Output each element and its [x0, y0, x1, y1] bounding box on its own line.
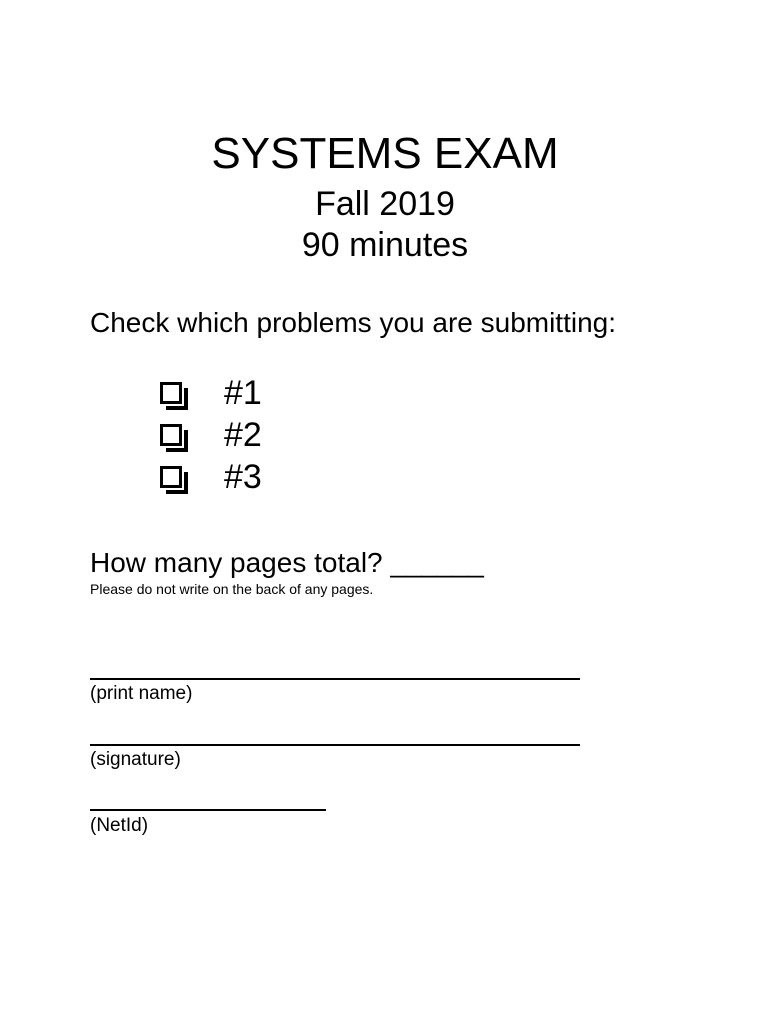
print-name-field[interactable] [90, 678, 580, 680]
print-name-label: (print name) [90, 683, 193, 704]
page-count-question[interactable]: How many pages total? ______ [90, 547, 484, 578]
checkbox-icon[interactable] [160, 382, 182, 404]
signature-label: (signature) [90, 749, 181, 770]
netid-field[interactable] [90, 809, 326, 811]
page-count-note: Please do not write on the back of any pages. [90, 581, 374, 597]
problem-instruction: Check which problems you are submitting: [90, 307, 617, 338]
problem-checklist [160, 372, 262, 498]
problem-item-2[interactable] [160, 414, 262, 456]
problem-label: #2 [224, 416, 262, 454]
exam-title: SYSTEMS EXAM [211, 129, 559, 178]
checkbox-icon[interactable] [160, 466, 182, 488]
exam-term: Fall 2019 [315, 185, 455, 223]
problem-item-3[interactable] [160, 456, 262, 498]
signature-field[interactable] [90, 744, 580, 746]
problem-label: #1 [224, 374, 262, 412]
problem-label: #3 [224, 458, 262, 496]
checkbox-icon[interactable] [160, 424, 182, 446]
problem-item-1[interactable] [160, 372, 262, 414]
netid-label: (NetId) [90, 815, 149, 836]
exam-duration: 90 minutes [301, 226, 469, 264]
